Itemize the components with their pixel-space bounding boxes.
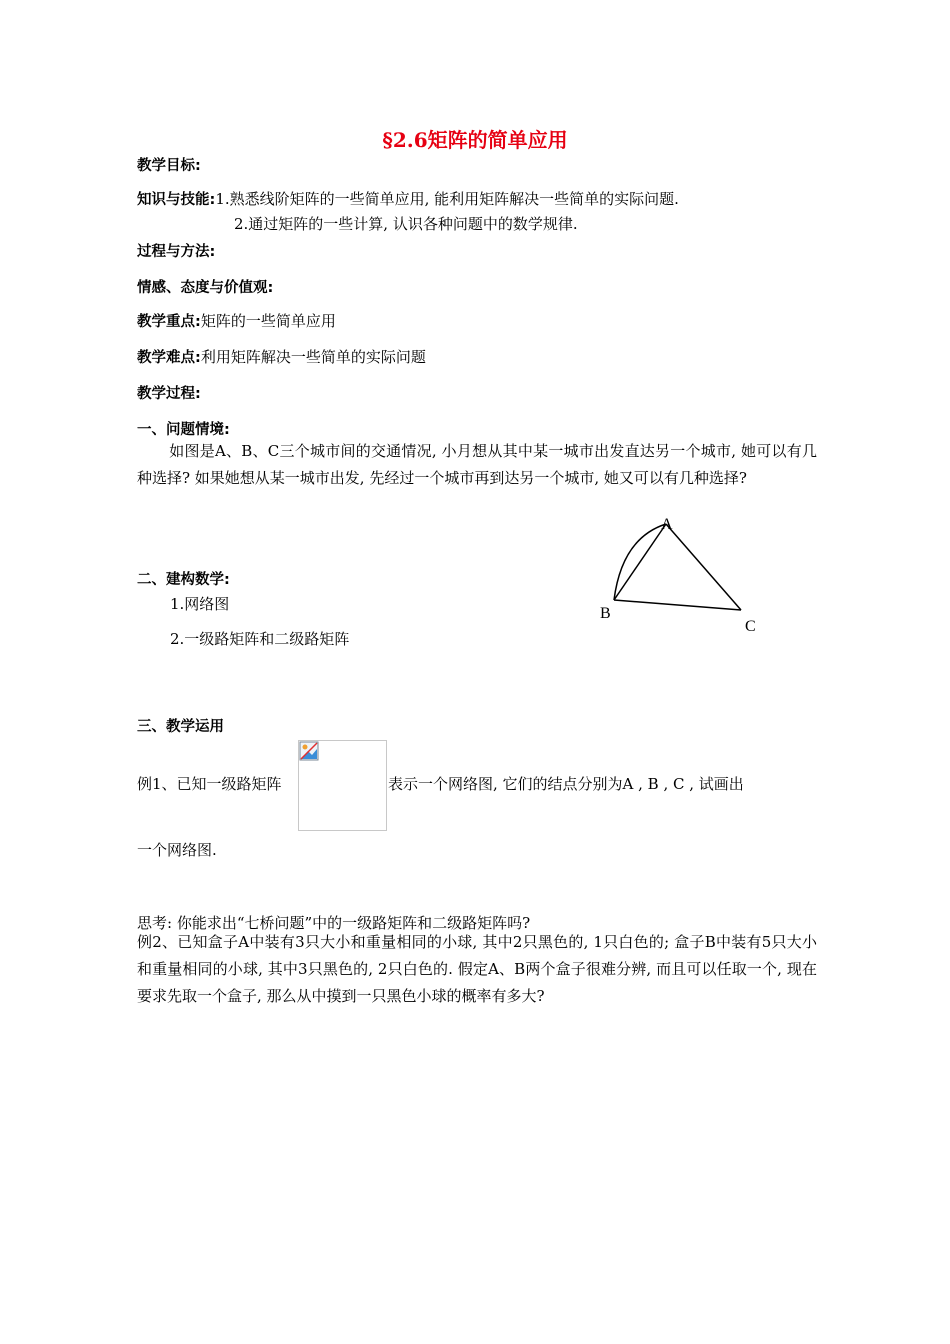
section2-item-1: 1.网络图 bbox=[170, 595, 230, 613]
knowledge-line-1 bbox=[137, 188, 679, 209]
think-question: 思考: 你能求出“七桥问题”中的一级路矩阵和二级路矩阵吗? bbox=[137, 914, 531, 932]
key-point-label: 教学重点: bbox=[137, 314, 201, 330]
matrix-image-placeholder bbox=[298, 740, 387, 831]
knowledge-item-1: 1.熟悉线阶矩阵的一些简单应用, 能利用矩阵解决一些简单的实际问题. bbox=[215, 190, 679, 208]
edge-b-c bbox=[614, 600, 741, 610]
section1-text: 如图是A、B、C三个城市间的交通情况, 小月想从其中某一城市出发直达另一个城市, 她可以有几种选择? 如果她想从某一城市出发, 先经过一个城市再到达另一个城市, 她又可以有几种选择? bbox=[137, 442, 817, 487]
example2-paragraph: 例2、已知盒子A中装有3只大小和重量相同的小球, 其中2只黑色的, 1只白色的; 盒子B中装有5只大小和重量相同的小球, 其中3只黑色的, 2只白色的. 假定A、B两个盒子很难分辨, 而且可以任取一个, 现在要求先取一个盒子, 那么从中摸到一只黑色小球的概率有多大? bbox=[137, 933, 817, 1005]
knowledge-label: 知识与技能: bbox=[137, 192, 216, 208]
section3-heading: 三、教学运用 bbox=[137, 719, 224, 735]
process-heading: 教学过程: bbox=[137, 386, 201, 402]
edge-a-b bbox=[614, 524, 666, 600]
difficulty-label: 教学难点: bbox=[137, 350, 201, 366]
section2-heading: 二、建构数学: bbox=[137, 572, 230, 588]
node-label-b: B bbox=[600, 605, 611, 622]
network-diagram bbox=[590, 510, 770, 640]
page-title: §2.6矩阵的简单应用 bbox=[382, 128, 568, 152]
node-label-a: A bbox=[661, 516, 673, 533]
difficulty-text: 利用矩阵解决一些简单的实际问题 bbox=[200, 348, 426, 366]
example1-before: 例1、已知一级路矩阵 bbox=[137, 775, 282, 793]
key-point-text: 矩阵的一些简单应用 bbox=[200, 312, 336, 330]
section1-paragraph bbox=[137, 438, 817, 492]
objectives-heading: 教学目标: bbox=[137, 158, 201, 174]
emotion-attitude: 情感、态度与价值观: bbox=[137, 280, 274, 296]
edge-a-c bbox=[666, 524, 741, 610]
broken-image-icon bbox=[299, 741, 319, 761]
key-point bbox=[137, 310, 336, 331]
process-method: 过程与方法: bbox=[137, 244, 216, 260]
example1-after: 表示一个网络图, 它们的结点分别为A , B , C , 试画出 bbox=[388, 775, 744, 793]
difficulty bbox=[137, 346, 426, 367]
knowledge-item-2: 2.通过矩阵的一些计算, 认识各种问题中的数学规律. bbox=[234, 215, 578, 233]
section2-item-2: 2.一级路矩阵和二级路矩阵 bbox=[170, 630, 350, 648]
section1-heading: 一、问题情境: bbox=[137, 422, 230, 438]
node-label-c: C bbox=[745, 618, 756, 635]
example1-continued: 一个网络图. bbox=[137, 841, 217, 859]
